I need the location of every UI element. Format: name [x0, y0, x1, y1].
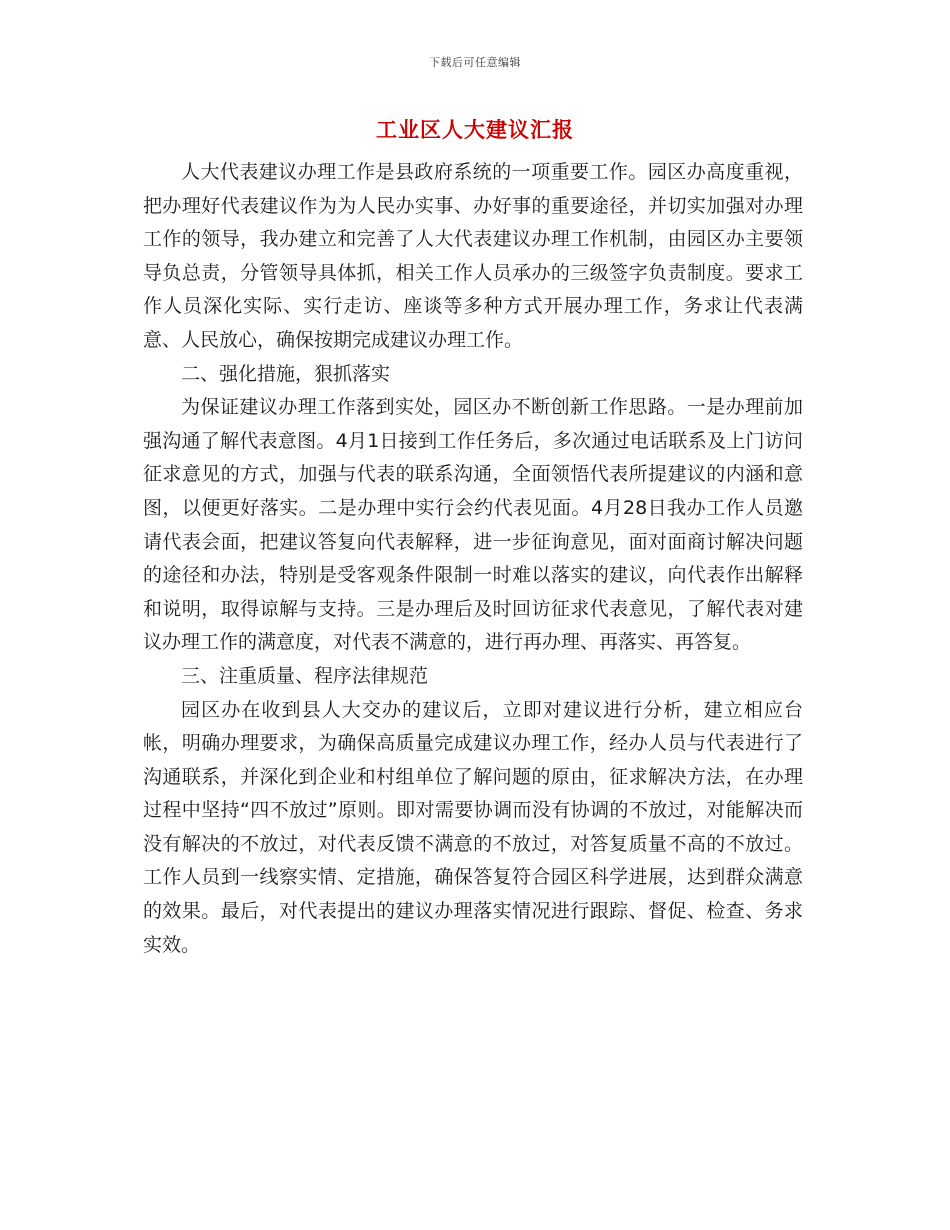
- document-body: [143, 156, 803, 962]
- paragraph-measures: 为保证建议办理工作落到实处，园区办不断创新工作思路。一是办理前加强沟通了解代表意图。4月1日接到工作任务后，多次通过电话联系及上门访问征求意见的方式，加强与代表的联系沟通，全面领悟代表所提建议的内涵和意图，以便更好落实。二是办理中实行会约代表见面。4月28日我办工作人员邀请代表会面，把建议答复向代表解释，进一步征询意见，面对面商讨解决问题的途径和办法，特别是受客观条件限制一时难以落实的建议，向代表作出解释和说明，取得谅解与支持。三是办理后及时回访征求代表意见，了解代表对建议办理工作的满意度，对代表不满意的，进行再办理、再落实、再答复。: [143, 396, 803, 654]
- paragraph-intro: 人大代表建议办理工作是县政府系统的一项重要工作。园区办高度重视，把办理好代表建议作为为人民办实事、办好事的重要途径，并切实加强对办理工作的领导，我办建立和完善了人大代表建议办理工作机制，由园区办主要领导负总责，分管领导具体抓，相关工作人员承办的三级签字负责制度。要求工作人员深化实际、实行走访、座谈等多种方式开展办理工作，务求让代表满意、人民放心，确保按期完成建议办理工作。: [143, 161, 803, 351]
- section-heading-2: 二、强化措施，狠抓落实: [181, 362, 391, 385]
- document-title: 工业区人大建议汇报: [376, 118, 574, 142]
- header-note: 下载后可任意编辑: [429, 56, 521, 69]
- section-heading-3: 三、注重质量、程序法律规范: [181, 664, 429, 687]
- paragraph-quality: 园区办在收到县人大交办的建议后，立即对建议进行分析，建立相应台帐，明确办理要求，为确保高质量完成建议办理工作，经办人员与代表进行了沟通联系，并深化到企业和村组单位了解问题的原由，征求解决方法，在办理过程中坚持“四不放过”原则。即对需要协调而没有协调的不放过，对能解决而没有解决的不放过，对代表反馈不满意的不放过，对答复质量不高的不放过。工作人员到一线察实情、定措施，确保答复符合园区科学进展，达到群众满意的效果。最后，对代表提出的建议办理落实情况进行跟踪、督促、检查、务求实效。: [143, 698, 803, 956]
